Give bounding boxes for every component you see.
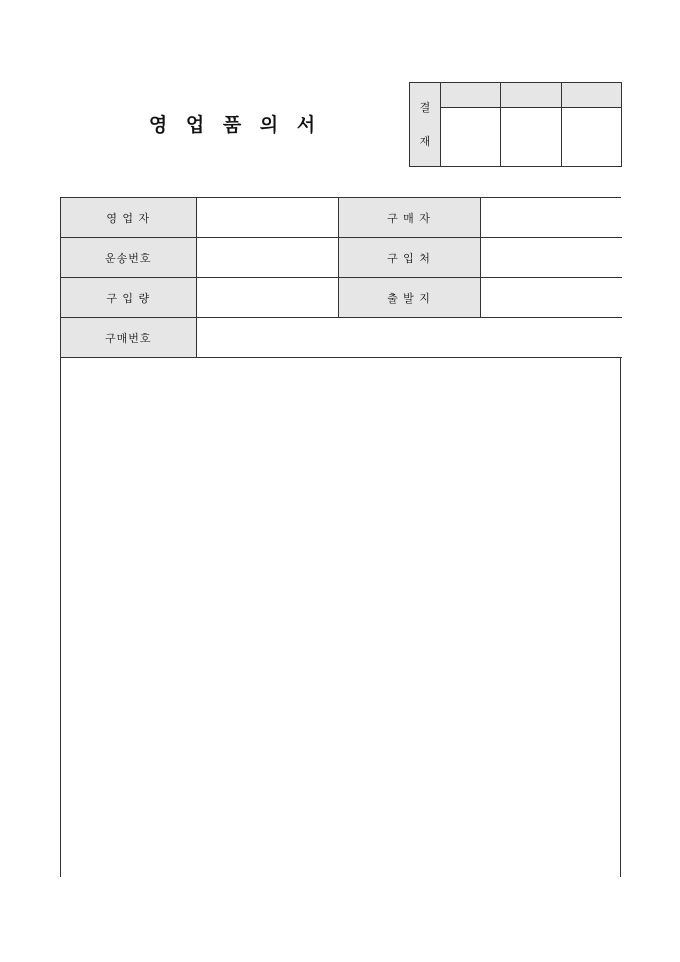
origin-field[interactable] [480, 278, 622, 318]
form-row [61, 318, 622, 358]
salesperson-field[interactable] [196, 198, 338, 238]
approval-header-2 [501, 83, 561, 108]
approval-label [410, 83, 441, 167]
approval-header-1 [441, 83, 501, 108]
content-area[interactable] [61, 358, 620, 877]
buyer-label: 구 매 자 [338, 198, 480, 238]
page-title: 영 업 품 의 서 [148, 114, 322, 136]
form-row [61, 278, 622, 318]
origin-label: 출 발 지 [338, 278, 480, 318]
approval-header-3 [561, 83, 621, 108]
approval-sign-3[interactable] [561, 108, 621, 167]
supplier-label: 구 입 처 [338, 238, 480, 278]
shipping-number-label: 운송번호 [61, 238, 196, 278]
purchase-number-label: 구매번호 [61, 318, 196, 358]
approval-sign-1[interactable] [441, 108, 501, 167]
form-row [61, 238, 622, 278]
shipping-number-field[interactable] [196, 238, 338, 278]
buyer-field[interactable] [480, 198, 622, 238]
approval-label-line2: 재 [419, 134, 431, 148]
sales-form [60, 197, 621, 877]
approval-box [409, 82, 622, 167]
approval-label-line1: 결 [419, 100, 431, 114]
quantity-label: 구 입 량 [61, 278, 196, 318]
approval-sign-2[interactable] [501, 108, 561, 167]
supplier-field[interactable] [480, 238, 622, 278]
purchase-number-field[interactable] [196, 318, 622, 358]
form-row [61, 198, 622, 238]
quantity-field[interactable] [196, 278, 338, 318]
form-header-table [61, 198, 622, 358]
salesperson-label: 영 업 자 [61, 198, 196, 238]
